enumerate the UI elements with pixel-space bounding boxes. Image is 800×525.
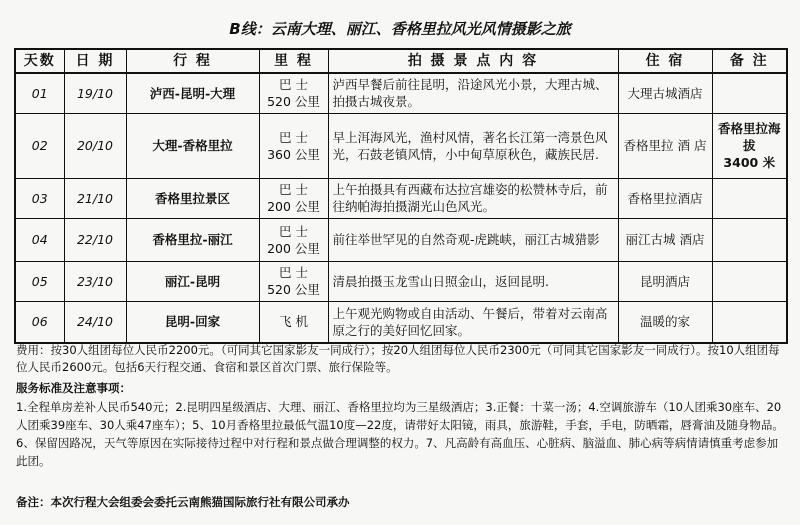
content-cell: 清晨拍摄玉龙雪山日照金山，返回昆明. — [328, 261, 618, 301]
stay-cell: 昆明酒店 — [618, 261, 712, 301]
distance-cell — [259, 261, 328, 301]
header-distance: 里 程 — [259, 49, 328, 73]
distance-cell — [259, 178, 328, 218]
route-cell: 大理-香格里拉 — [126, 113, 259, 178]
content-cell: 前往举世罕见的自然奇观-虎跳峡，丽江古城猎影 — [328, 218, 618, 261]
distance: 520 公里 — [267, 94, 320, 110]
vehicle: 巴 士 — [279, 77, 308, 93]
route-cell: 香格里拉-丽江 — [126, 218, 259, 261]
stay-cell: 香格里拉 酒 店 — [618, 113, 712, 178]
day-cell: 03 — [15, 178, 64, 218]
date-cell: 21/10 — [64, 178, 126, 218]
distance-cell — [259, 113, 328, 178]
header-content: 拍 摄 景 点 内 容 — [328, 49, 618, 73]
table-header-row — [15, 49, 787, 73]
route-cell: 泸西-昆明-大理 — [126, 73, 259, 113]
route-cell: 昆明-回家 — [126, 301, 259, 343]
terms-title: 服务标准及注意事项： — [16, 381, 131, 395]
distance-cell — [259, 218, 328, 261]
stay-cell: 温暖的家 — [618, 301, 712, 343]
fee-paragraph: 费用：按30人组团每位人民币2200元。（可同其它国家影友一同成行）；按20人组团每位人民币2300元（可同其它国家影友一同成行）。按10人组团每位人民币2600元。包括6天行程交通、食宿和景区首次门票、旅行保险等。 — [16, 343, 780, 374]
distance: 200 公里 — [267, 199, 320, 214]
vehicle: 巴 士 — [279, 223, 308, 239]
vehicle: 巴 士 — [279, 129, 308, 145]
day-cell: 06 — [15, 301, 64, 343]
content-cell: 泸西早餐后前往昆明，沿途风光小景，大理古城、拍摄古城夜景。 — [328, 73, 618, 113]
stay-cell: 香格里拉酒店 — [618, 178, 712, 218]
header-note: 备 注 — [712, 49, 787, 73]
distance: 200 公里 — [267, 240, 320, 256]
table-row — [15, 178, 787, 218]
vehicle: 巴 士 — [279, 265, 308, 280]
note-cell — [712, 218, 787, 261]
content-cell: 早上洱海风光，渔村风情，著名长江第一湾景色风光，石鼓老镇风情，小中甸草原秋色，藏族民居. — [328, 113, 618, 178]
table-row — [15, 218, 787, 261]
table-row — [15, 301, 787, 343]
vehicle: 飞 机 — [279, 314, 308, 330]
note-cell — [712, 113, 787, 178]
itinerary-table — [14, 48, 788, 344]
note-line: 3400 米 — [723, 155, 776, 170]
distance: 360 公里 — [267, 146, 320, 162]
day-cell: 05 — [15, 261, 64, 301]
distance-cell — [259, 301, 328, 343]
date-cell: 23/10 — [64, 261, 126, 301]
note-cell — [712, 178, 787, 218]
date-cell: 24/10 — [64, 301, 126, 343]
stay-cell: 大理古城酒店 — [618, 73, 712, 113]
note-cell — [712, 73, 787, 113]
header-date: 日 期 — [64, 49, 126, 73]
terms-paragraph: 1.全程单房差补人民币540元；2.昆明四星级酒店、大理、丽江、香格里拉均为三星级酒店；3.正餐：十菜一汤；4.空调旅游车（10人团乘30座车、20人团乘39座车、30人乘47座车）；5、10月香格里拉最低气温10度—22度，请带好太阳镜，雨具，旅游鞋，手套，手电，防晒霜，唇膏油及随身物品。6、保留因路况，天气等原因在实际接待过程中对行程和景点做合理调整的权力。7、凡高龄有高血压、心脏病、脑溢血、肺心病等病情请慎重考虑参加此团。 — [16, 400, 784, 468]
date-cell: 22/10 — [64, 218, 126, 261]
header-route: 行 程 — [126, 49, 259, 73]
route-cell: 香格里拉景区 — [126, 178, 259, 218]
content-cell: 上午拍摄具有西藏布达拉宫雄姿的松赞林寺后，前往纳帕海拍摄湖光山色风光。 — [328, 178, 618, 218]
route-cell: 丽江-昆明 — [126, 261, 259, 301]
table-row — [15, 113, 787, 178]
date-cell: 19/10 — [64, 73, 126, 113]
page-title: B线：云南大理、丽江、香格里拉风光风情摄影之旅 — [229, 20, 571, 38]
distance-cell — [259, 73, 328, 113]
table-row — [15, 261, 787, 301]
header-day: 天数 — [15, 49, 64, 73]
date-cell: 20/10 — [64, 113, 126, 178]
day-cell: 04 — [15, 218, 64, 261]
note-line: 香格里拉海拔 — [717, 121, 781, 153]
day-cell: 01 — [15, 73, 64, 113]
note-cell — [712, 261, 787, 301]
header-stay: 住 宿 — [618, 49, 712, 73]
day-cell: 02 — [15, 113, 64, 178]
organizer-note: 备注：本次行程大会组委会委托云南熊猫国际旅行社有限公司承办 — [16, 495, 350, 509]
note-cell — [712, 301, 787, 343]
content-cell: 上午观光购物或自由活动、午餐后，带着对云南高原之行的美好回忆回家。 — [328, 301, 618, 343]
vehicle: 巴 士 — [279, 182, 308, 197]
stay-cell: 丽江古城 酒店 — [618, 218, 712, 261]
table-row — [15, 73, 787, 113]
distance: 520 公里 — [267, 282, 320, 297]
